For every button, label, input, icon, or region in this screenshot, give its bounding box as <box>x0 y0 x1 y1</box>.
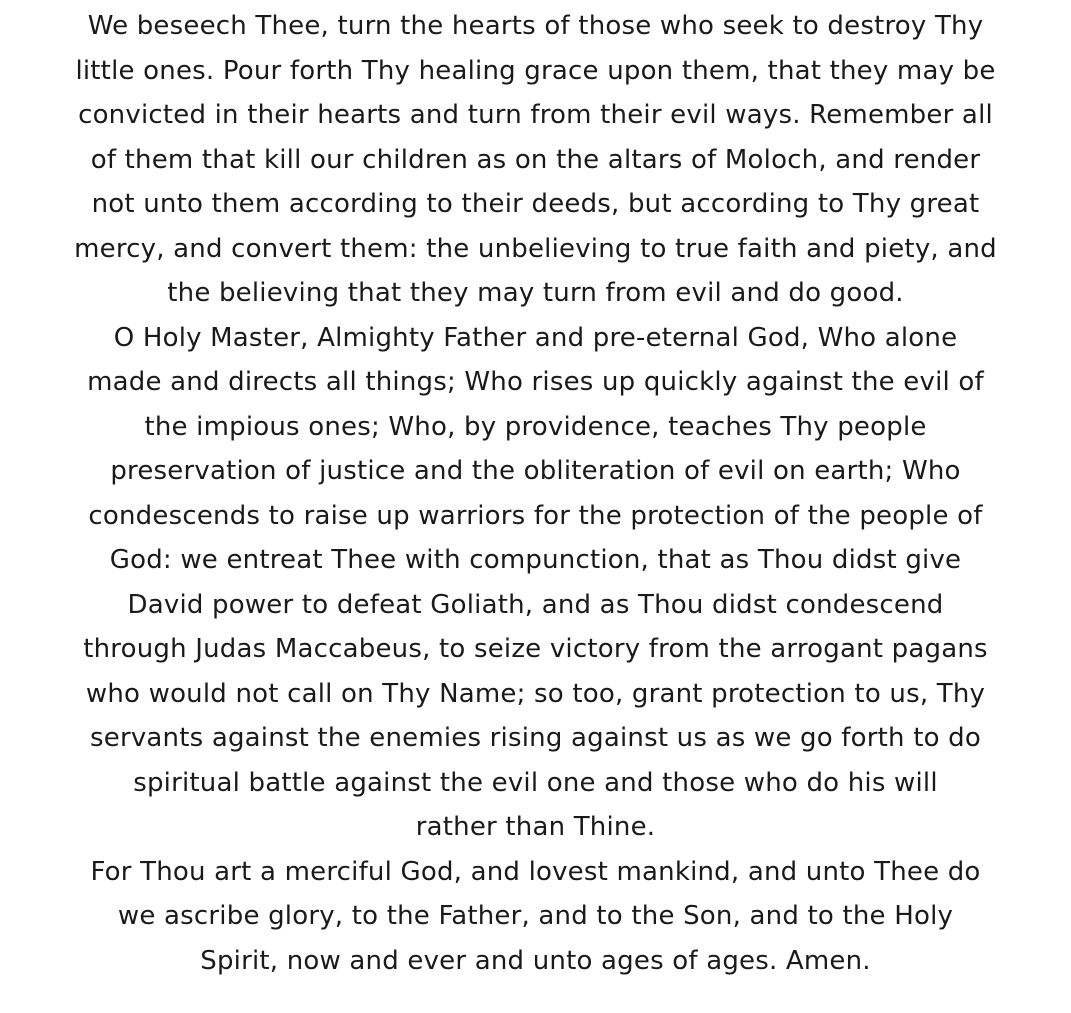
paragraph-line: Spirit, now and ever and unto ages of ages. Amen. <box>200 945 871 976</box>
paragraph-line: David power to defeat Goliath, and as Thou didst condescend <box>127 589 944 620</box>
paragraph-line: servants against the enemies rising against us as we go forth to do <box>90 723 981 753</box>
paragraph-line: through Judas Maccabeus, to seize victory from the arrogant pagans <box>83 634 988 664</box>
paragraph-line: We beseech Thee, turn the hearts of those who seek to destroy Thy <box>87 11 984 41</box>
paragraph-line: of them that kill our children as on the altars of Moloch, and render <box>90 144 981 175</box>
paragraph-line: rather than Thine. <box>415 812 656 842</box>
paragraph-line: God: we entreat Thee with compunction, that as Thou didst give <box>109 545 962 575</box>
paragraph-line: the impious ones; Who, by providence, teaches Thy people <box>144 411 927 442</box>
paragraph-line: convicted in their hearts and turn from their evil ways. Remember all <box>78 100 993 130</box>
paragraph-line: little ones. Pour forth Thy healing grace upon them, that they may be <box>75 55 996 86</box>
paragraph-line: preservation of justice and the obliteration of evil on earth; Who <box>110 456 961 486</box>
paragraph-3 <box>30 850 1041 984</box>
paragraph-line: O Holy Master, Almighty Father and pre-eternal God, Who alone <box>113 322 958 353</box>
paragraph-line: For Thou art a merciful God, and lovest mankind, and unto Thee do <box>90 856 981 887</box>
paragraph-1 <box>30 0 1041 316</box>
paragraph-line: who would not call on Thy Name; so too, grant protection to us, Thy <box>85 678 986 709</box>
paragraph-line: not unto them according to their deeds, but according to Thy great <box>91 189 980 219</box>
paragraph-line: the believing that they may turn from evil and do good. <box>167 278 904 308</box>
prayer-document <box>30 0 1041 983</box>
paragraph-2 <box>30 316 1041 850</box>
paragraph-line: spiritual battle against the evil one and those who do his will <box>133 767 938 798</box>
paragraph-line: condescends to raise up warriors for the protection of the people of <box>88 500 983 531</box>
paragraph-line: made and directs all things; Who rises up quickly against the evil of <box>87 367 984 397</box>
paragraph-line: mercy, and convert them: the unbelieving to true faith and piety, and <box>74 233 997 264</box>
paragraph-line: we ascribe glory, to the Father, and to the Son, and to the Holy <box>117 901 954 931</box>
